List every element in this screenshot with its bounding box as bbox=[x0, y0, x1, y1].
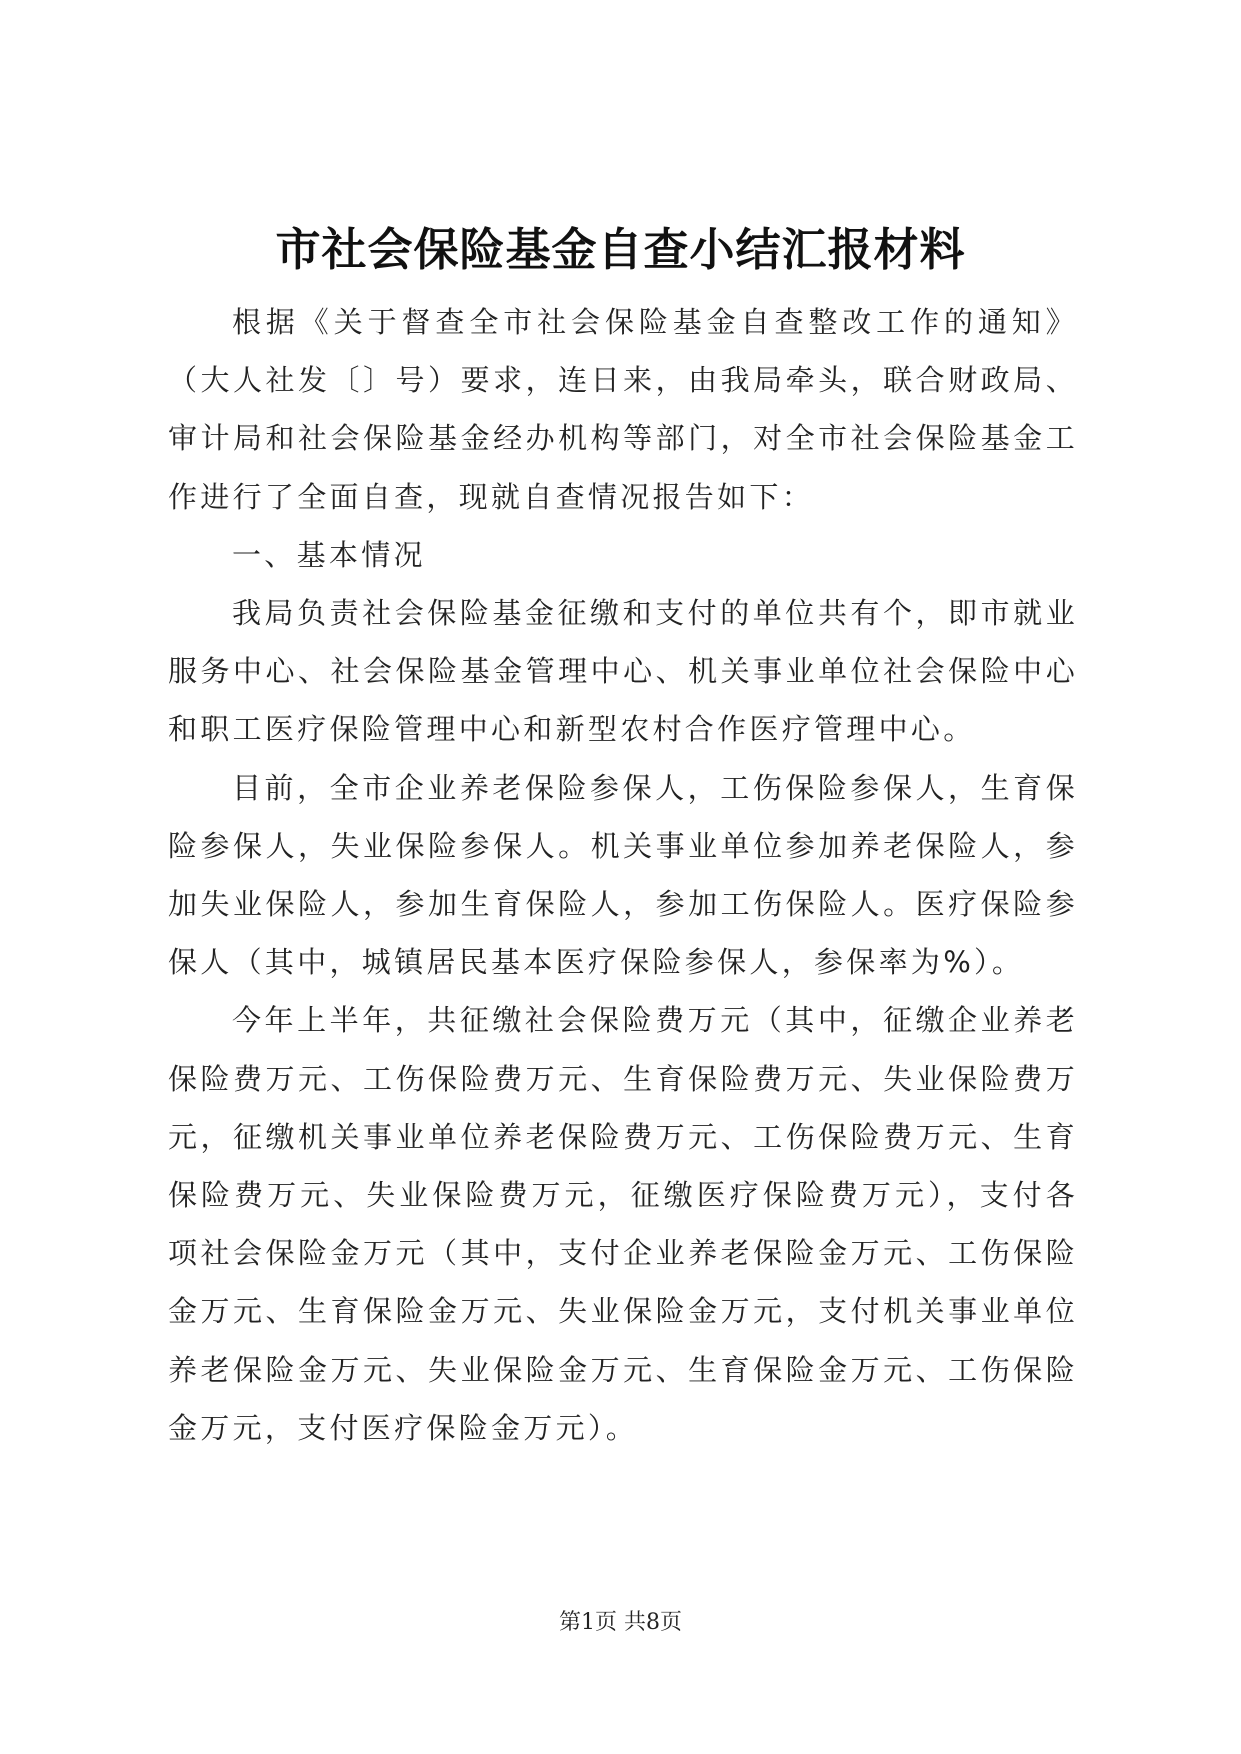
enrollment-paragraph: 目前，全市企业养老保险参保人，工伤保险参保人，生育保险参保人，失业保险参保人。机关事业单位参加养老保险人，参加失业保险人，参加生育保险人，参加工伤保险人。医疗保险参保人（其中，城镇居民基本医疗保险参保人，参保率为%）。 bbox=[168, 770, 1078, 980]
document-title: 市社会保险基金自查小结汇报材料 bbox=[275, 223, 966, 276]
units-paragraph: 我局负责社会保险基金征缴和支付的单位共有个，即市就业服务中心、社会保险基金管理中心、机关事业单位社会保险中心和职工医疗保险管理中心和新型农村合作医疗管理中心。 bbox=[168, 596, 1078, 747]
intro-paragraph: 根据《关于督查全市社会保险基金自查整改工作的通知》（大人社发〔〕号）要求，连日来，由我局牵头，联合财政局、审计局和社会保险基金经办机构等部门，对全市社会保险基金工作进行了全面自查，现就自查情况报告如下： bbox=[168, 305, 1078, 514]
section-heading-basic-situation: 一、基本情况 bbox=[232, 537, 426, 572]
page-number-footer: 第1页 共8页 bbox=[559, 1610, 682, 1635]
funds-paragraph: 今年上半年，共征缴社会保险费万元（其中，征缴企业养老保险费万元、工伤保险费万元、生育保险费万元、失业保险费万元，征缴机关事业单位养老保险费万元、工伤保险费万元、生育保险费万元、失业保险费万元，征缴医疗保险费万元），支付各项社会保险金万元（其中，支付企业养老保险金万元、工伤保险金万元、生育保险金万元、失业保险金万元，支付机关事业单位养老保险金万元、失业保险金万元、生育保险金万元、工伤保险金万元，支付医疗保险金万元）。 bbox=[168, 1003, 1078, 1445]
document-body bbox=[168, 293, 1078, 1457]
